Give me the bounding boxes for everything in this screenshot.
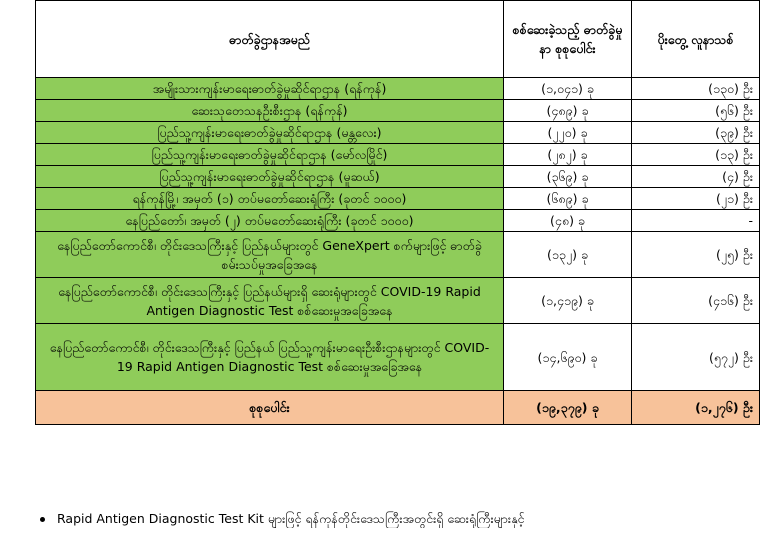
new-positive-cell: (၄၁၆) ဦး	[632, 278, 760, 324]
new-positive-cell: (၂၁) ဦး	[632, 188, 760, 210]
header-new-positive: ပိုးတွေ့ လူနာသစ်	[632, 1, 760, 78]
lab-name-cell: ပြည်သူ့ကျန်းမာရေးဓာတ်ခွဲမှုဆိုင်ရာဌာန (မော်လမြိုင်)	[36, 144, 504, 166]
total-positive-cell: (၁,၂၇၆) ဦး	[632, 391, 760, 425]
new-positive-cell: (၃၉) ဦး	[632, 122, 760, 144]
table-row	[36, 78, 760, 100]
total-tests-cell: (၆၈၉) ခု	[504, 188, 632, 210]
lab-name-cell: ပြည်သူ့ကျန်းမာရေးဓာတ်ခွဲမှုဆိုင်ရာဌာန (မန္တလေး)	[36, 122, 504, 144]
table-row	[36, 324, 760, 391]
lab-name-cell: ဆေးသုတေသနဦးစီးဌာန (ရန်ကုန်)	[36, 100, 504, 122]
total-tests-cell: (၁,၀၄၁) ခု	[504, 78, 632, 100]
total-tests-cell: (၁,၄၁၉) ခု	[504, 278, 632, 324]
lab-name-cell: ပြည်သူ့ကျန်းမာရေးဓာတ်ခွဲမှုဆိုင်ရာဌာန (မူဆယ်)	[36, 166, 504, 188]
new-positive-cell: (၄) ဦး	[632, 166, 760, 188]
lab-name-cell: နေပြည်တော်ကောင်စီ၊ တိုင်းဒေသကြီးနှင့် ပြည်နယ်များတွင် GeneXpert စက်များဖြင့် ဓာတ်ခွဲစမ်းသပ်မှုအခြေအနေ	[36, 232, 504, 278]
new-positive-cell: (၅၇၂) ဦး	[632, 324, 760, 391]
header-total-tests: စစ်ဆေးခဲ့သည့် ဓာတ်ခွဲမှုနာ စုစုပေါင်း	[504, 1, 632, 78]
total-tests-cell: (၁၉,၃၇၉) ခု	[504, 391, 632, 425]
total-tests-cell: (၂၈၂) ခု	[504, 144, 632, 166]
bullet-icon	[40, 517, 45, 522]
table-row	[36, 100, 760, 122]
total-tests-cell: (၄၈) ခု	[504, 210, 632, 232]
table-row	[36, 188, 760, 210]
new-positive-cell: (၁၃) ဦး	[632, 144, 760, 166]
table-header-row	[36, 1, 760, 78]
total-tests-cell: (၂၂၀) ခု	[504, 122, 632, 144]
lab-name-cell: နေပြည်တော်ကောင်စီ၊ တိုင်းဒေသကြီးနှင့် ပြည်နယ်များရှိ ဆေးရုံများတွင် COVID-19 Rapid Antigen Diagnostic Test စစ်ဆေးမှုအခြေအနေ	[36, 278, 504, 324]
lab-name-cell: အမျိုးသားကျန်းမာရေးဓာတ်ခွဲမှုဆိုင်ရာဌာန (ရန်ကုန်)	[36, 78, 504, 100]
table-row	[36, 144, 760, 166]
new-positive-cell: (၂၅) ဦး	[632, 232, 760, 278]
total-tests-cell: (၁၄,၆၉၀) ခု	[504, 324, 632, 391]
new-positive-cell: -	[632, 210, 760, 232]
table-row	[36, 210, 760, 232]
table-body	[36, 78, 760, 425]
table-row	[36, 278, 760, 324]
new-positive-cell: (၁၃၀) ဦး	[632, 78, 760, 100]
lab-name-cell: နေပြည်တော်ကောင်စီ၊ တိုင်းဒေသကြီးနှင့် ပြည်နယ် ပြည်သူ့ကျန်းမာရေးဦးစီးဌာနများတွင် COVID-19 Rapid Antigen Diagnostic Test စစ်ဆေးမှုအခြေအနေ	[36, 324, 504, 391]
new-positive-cell: (၅၆) ဦး	[632, 100, 760, 122]
table-row	[36, 122, 760, 144]
total-row	[36, 391, 760, 425]
table-row	[36, 166, 760, 188]
lab-name-cell: နေပြည်တော်၊ အမှတ် (၂) တပ်မတော်ဆေးရုံကြီး (ခုတင် ၁၀၀၀)	[36, 210, 504, 232]
total-label-cell: စုစုပေါင်း	[36, 391, 504, 425]
lab-results-table	[35, 0, 760, 425]
footnote-bullet	[40, 509, 770, 528]
header-lab-name: ဓာတ်ခွဲဌာနအမည်	[36, 1, 504, 78]
table-row	[36, 232, 760, 278]
total-tests-cell: (၃၆၉) ခု	[504, 166, 632, 188]
total-tests-cell: (၄၈၉) ခု	[504, 100, 632, 122]
total-tests-cell: (၁၃၂) ခု	[504, 232, 632, 278]
footnote-text: Rapid Antigen Diagnostic Test Kit များဖြင့် ရန်ကုန်တိုင်းဒေသကြီးအတွင်းရှိ ဆေးရုံကြီးများနှင့်	[57, 511, 525, 526]
lab-name-cell: ရန်ကုန်မြို့၊ အမှတ် (၁) တပ်မတော်ဆေးရုံကြီး (ခုတင် ၁၀၀၀)	[36, 188, 504, 210]
